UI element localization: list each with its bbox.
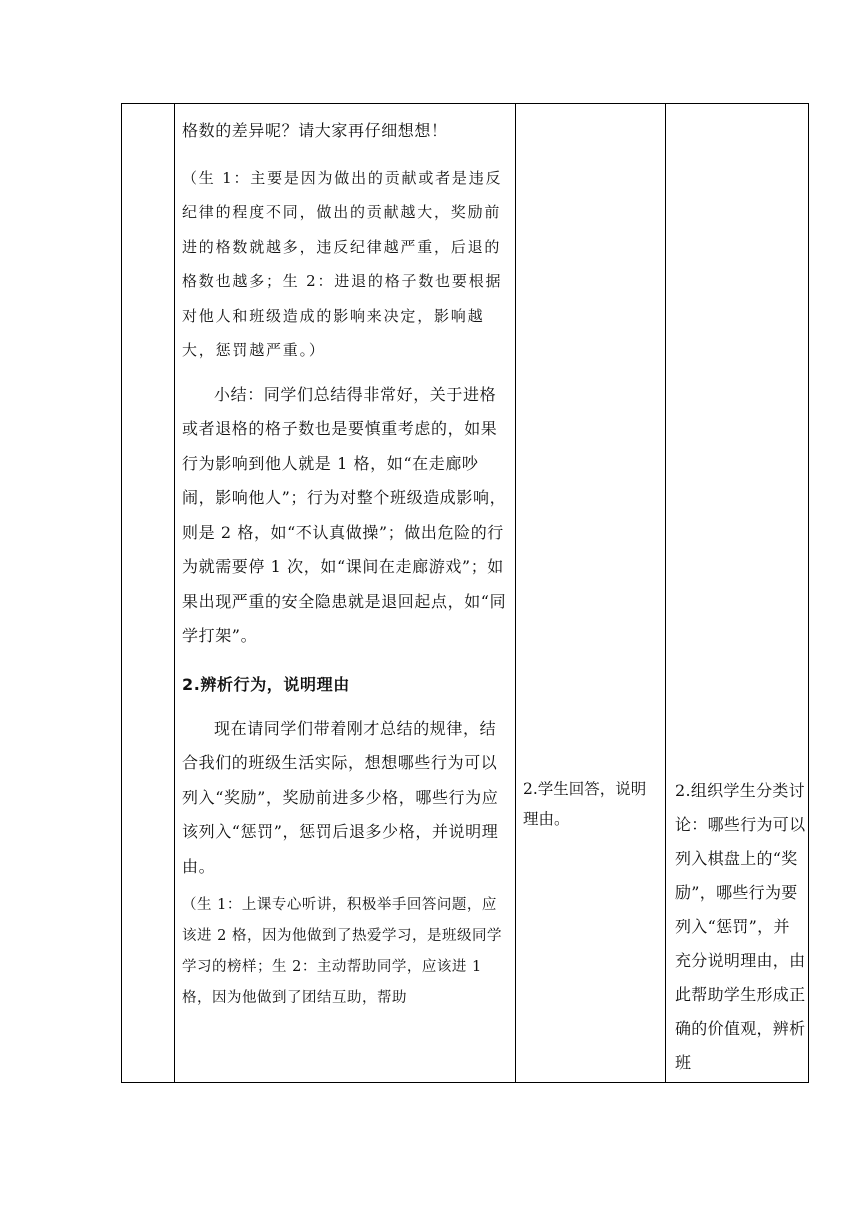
- design-intent-text: 2.组织学生分类讨论：哪些行为可以列入棋盘上的“奖励”，哪些行为要列入“惩罚”，并充分说明理由，由此帮助学生形成正确的价值观，辨析班: [675, 781, 806, 1072]
- task-paragraph: 现在请同学们带着刚才总结的规律，结合我们的班级生活实际，想想哪些行为可以列入“奖励”，奖励前进多少格，哪些行为应该列入“惩罚”，惩罚后退多少格，并说明理由。: [182, 718, 499, 876]
- student-answer-paragraph-2: （生 1：上课专心听讲，积极举手回答问题，应该进 2 格，因为他做到了热爱学习，是班级同学学习的榜样；生 2：主动帮助同学，应该进 1 格，因为他做到了团结互助，帮助: [182, 897, 502, 1006]
- summary-paragraph: 小结：同学们总结得非常好，关于进格或者退格的格子数也是要慎重考虑的，如果行为影响到他人就是 1 格，如“在走廊吵闹，影响他人”；行为对整个班级造成影响，则是 2 格，如“不认真做操”；做出危险的行为就需要停 1 次，如“课间在走廊游戏”；如果出现严重的安全隐患就是退回起点，如“同学打架”。: [182, 384, 507, 645]
- design-intent-cell: [666, 104, 809, 1082]
- teaching-process-cell: [175, 104, 515, 1082]
- student-activity-text: 2.学生回答，说明理由。: [523, 780, 647, 828]
- intro-paragraph: 格数的差异呢？请大家再仔细想想！: [182, 121, 448, 140]
- student-activity-cell: [516, 104, 665, 1082]
- lesson-plan-table: [121, 103, 809, 1083]
- section-heading: 2.辨析行为，说明理由: [182, 674, 350, 694]
- student-answer-paragraph: （生 1：主要是因为做出的贡献或者是违反纪律的程度不同，做出的贡献越大，奖励前进的格数就越多，违反纪律越严重，后退的格数也越多；生 2：进退的格子数也要根据对他人和班级造成的影响来决定，影响越大，惩罚越严重。）: [182, 168, 503, 359]
